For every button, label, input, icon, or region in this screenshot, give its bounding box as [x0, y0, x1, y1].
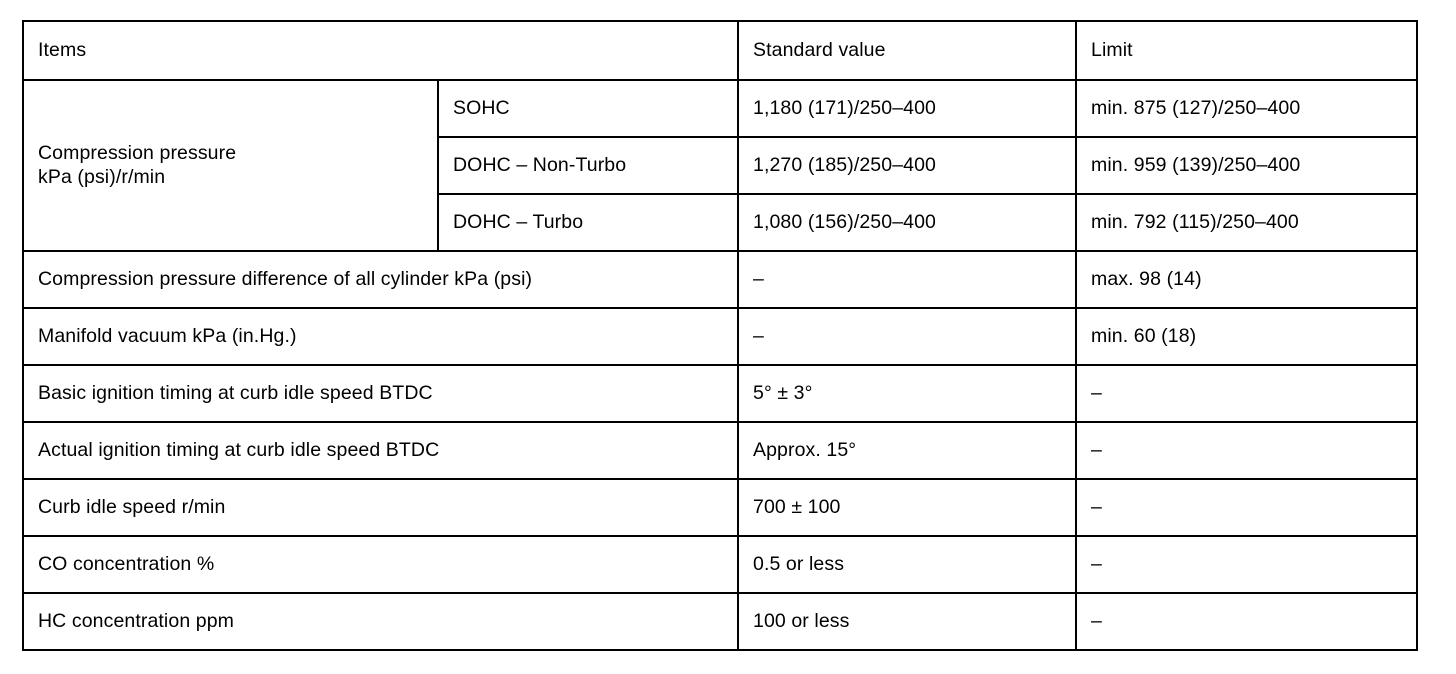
table-row — [23, 536, 1417, 593]
item-co-concentration: CO concentration % — [23, 536, 738, 593]
item-actual-ignition-timing: Actual ignition timing at curb idle speed BTDC — [23, 422, 738, 479]
compression-standard-dohc-non-turbo: 1,270 (185)/250–400 — [738, 137, 1076, 194]
table-row — [23, 593, 1417, 650]
table-row — [23, 251, 1417, 308]
compression-standard-sohc: 1,180 (171)/250–400 — [738, 80, 1076, 137]
standard-actual-ignition-timing: Approx. 15° — [738, 422, 1076, 479]
item-compression-pressure-difference: Compression pressure difference of all cylinder kPa (psi) — [23, 251, 738, 308]
limit-hc-concentration: – — [1076, 593, 1417, 650]
item-curb-idle-speed: Curb idle speed r/min — [23, 479, 738, 536]
table-header-row — [23, 21, 1417, 80]
compression-pressure-label-line1: Compression pressure — [38, 141, 237, 164]
standard-basic-ignition-timing: 5° ± 3° — [738, 365, 1076, 422]
compression-pressure-label — [23, 80, 438, 251]
limit-basic-ignition-timing: – — [1076, 365, 1417, 422]
item-basic-ignition-timing: Basic ignition timing at curb idle speed BTDC — [23, 365, 738, 422]
compression-limit-dohc-non-turbo: min. 959 (139)/250–400 — [1076, 137, 1417, 194]
compression-sub-sohc: SOHC — [438, 80, 738, 137]
standard-co-concentration: 0.5 or less — [738, 536, 1076, 593]
table-row — [23, 422, 1417, 479]
compression-standard-dohc-turbo: 1,080 (156)/250–400 — [738, 194, 1076, 251]
compression-limit-sohc: min. 875 (127)/250–400 — [1076, 80, 1417, 137]
standard-manifold-vacuum: – — [738, 308, 1076, 365]
limit-manifold-vacuum: min. 60 (18) — [1076, 308, 1417, 365]
standard-hc-concentration: 100 or less — [738, 593, 1076, 650]
engine-specifications-table — [22, 20, 1418, 651]
standard-compression-pressure-difference: – — [738, 251, 1076, 308]
table-row — [23, 80, 1417, 137]
header-items: Items — [23, 21, 738, 80]
header-standard-value: Standard value — [738, 21, 1076, 80]
table-row — [23, 479, 1417, 536]
table-row — [23, 365, 1417, 422]
compression-sub-dohc-non-turbo: DOHC – Non-Turbo — [438, 137, 738, 194]
compression-pressure-label-line2: kPa (psi)/r/min — [38, 166, 166, 188]
item-manifold-vacuum: Manifold vacuum kPa (in.Hg.) — [23, 308, 738, 365]
header-limit: Limit — [1076, 21, 1417, 80]
limit-compression-pressure-difference: max. 98 (14) — [1076, 251, 1417, 308]
standard-curb-idle-speed: 700 ± 100 — [738, 479, 1076, 536]
item-hc-concentration: HC concentration ppm — [23, 593, 738, 650]
compression-limit-dohc-turbo: min. 792 (115)/250–400 — [1076, 194, 1417, 251]
limit-co-concentration: – — [1076, 536, 1417, 593]
compression-sub-dohc-turbo: DOHC – Turbo — [438, 194, 738, 251]
table-row — [23, 308, 1417, 365]
limit-actual-ignition-timing: – — [1076, 422, 1417, 479]
limit-curb-idle-speed: – — [1076, 479, 1417, 536]
